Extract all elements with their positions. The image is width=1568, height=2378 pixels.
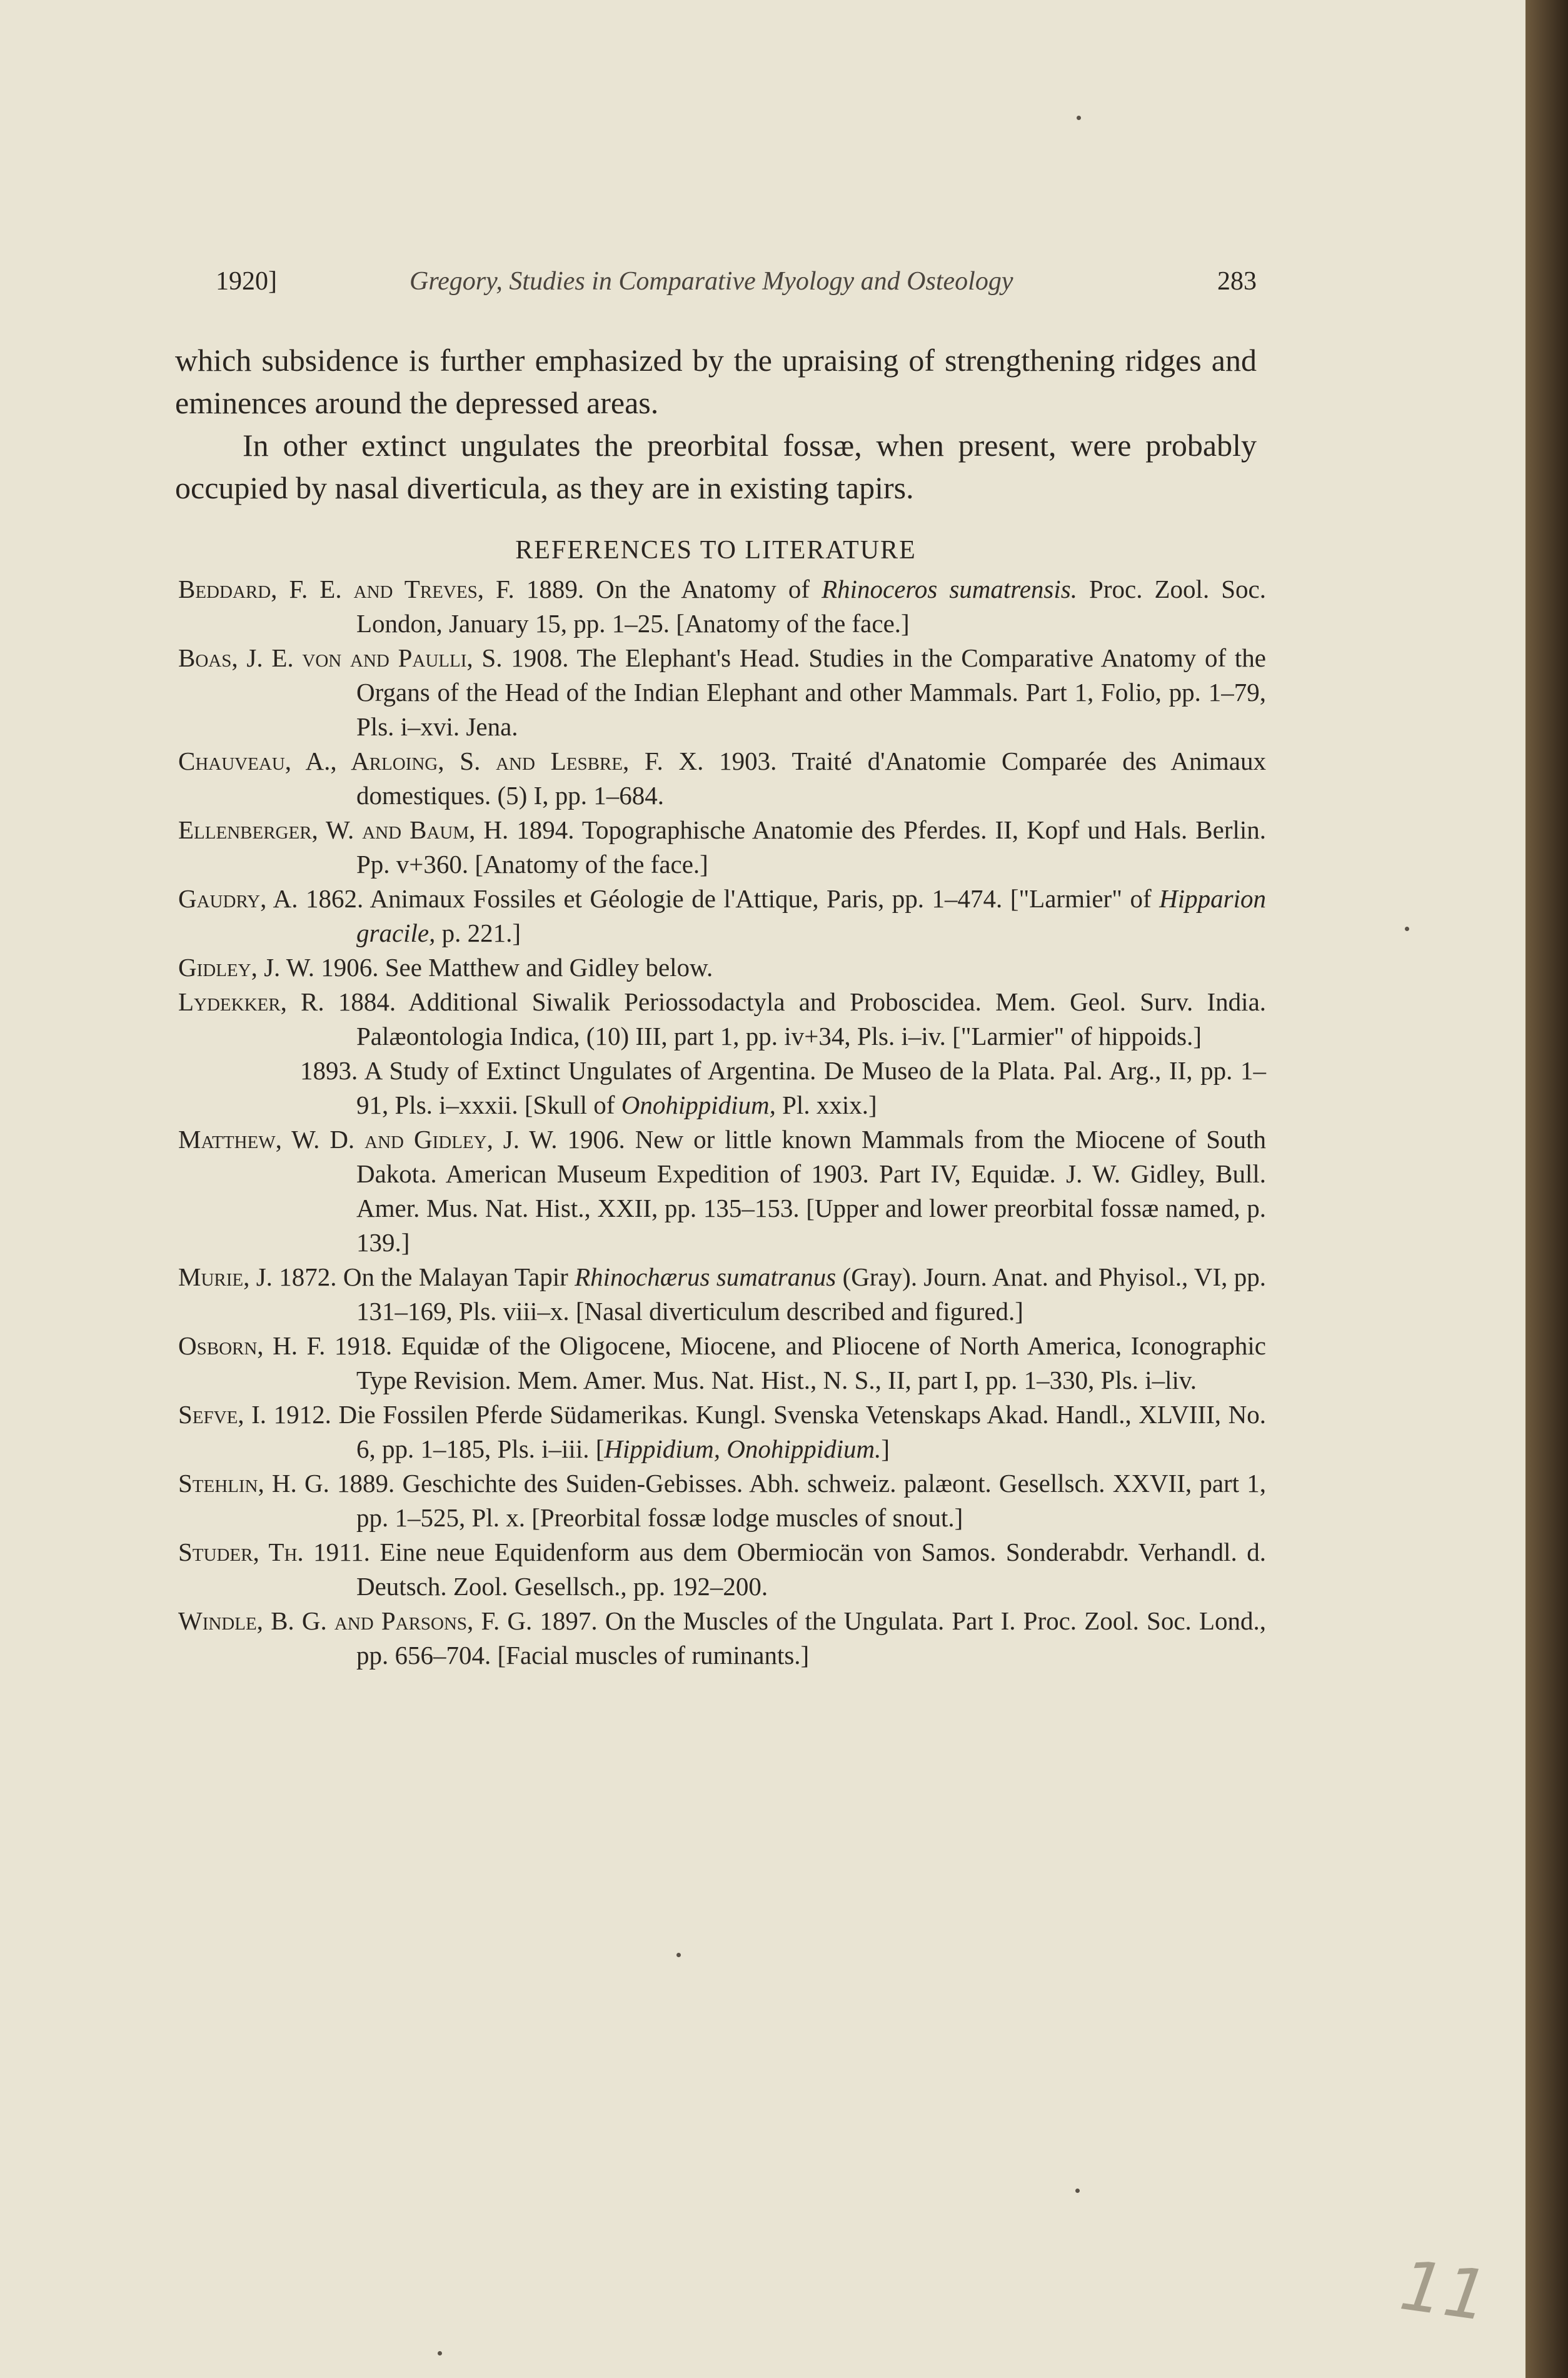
- reference-text: Proc. Zool. Soc. London, January 15, pp. 1–25. [Anatomy of the face.]: [356, 575, 1266, 638]
- reference-text: 1903. Traité d'Anatomie Comparée des Animaux domestiques. (5) I, pp. 1–684.: [356, 747, 1266, 810]
- reference-author: Matthew, W. D. and Gidley, J. W.: [178, 1125, 558, 1154]
- reference-entry: [178, 1054, 1266, 1122]
- reference-text: 1918. Equidæ of the Oligocene, Miocene, and Pliocene of North America, Iconographic Type Revision. Mem. Amer. Mus. Nat. Hist., N. S., II, part I, pp. 1–330, Pls. i–liv.: [334, 1331, 1267, 1394]
- reference-entry: [178, 1535, 1266, 1604]
- reference-text: 1906. New or little known Mammals from the Miocene of South Dakota. American Museum Expedition of 1903. Part IV, Equidæ. J. W. Gidley, Bull. Amer. Mus. Nat. Hist., XXII, pp. 135–153. [Upper and lower preorbital fossæ named, p. 139.]: [356, 1125, 1266, 1257]
- running-title: Gregory, Studies in Comparative Myology and Osteology: [410, 267, 1013, 296]
- print-speck: [1075, 2189, 1080, 2193]
- reference-entry: [178, 950, 1266, 985]
- reference-author: Studer, Th.: [178, 1538, 304, 1566]
- reference-author: Stehlin, H. G.: [178, 1469, 329, 1498]
- reference-text: (Gray). Journ. Anat. and Phyisol., VI, pp. 131–169, Pls. viii–x. [Nasal diverticulum described and figured.]: [356, 1262, 1266, 1326]
- reference-entry: [178, 882, 1266, 950]
- page-number: 283: [1217, 267, 1257, 296]
- volume-year: 1920]: [216, 267, 277, 296]
- reference-italic-text: Hippidium, Onohippidium.: [604, 1434, 882, 1463]
- paragraph: which subsidence is further emphasized by the upraising of strengthening ridges and eminences around the depressed areas.: [175, 343, 1257, 420]
- reference-list: [178, 572, 1266, 1673]
- reference-text: Pl. xxix.]: [775, 1091, 877, 1119]
- reference-author: Boas, J. E. von and Paulli, S.: [178, 643, 503, 672]
- references-heading: REFERENCES TO LITERATURE: [515, 536, 917, 565]
- reference-text: 1889. Geschichte des Suiden-Gebisses. Abh. schweiz. palæont. Gesellsch. XXVII, part 1, pp. 1–525, Pl. x. [Preorbital fossæ lodge muscles of snout.]: [337, 1469, 1266, 1532]
- reference-entry: [178, 1466, 1266, 1535]
- reference-entry: [178, 1260, 1266, 1329]
- reference-text: 1908. The Elephant's Head. Studies in the Comparative Anatomy of the Organs of the Head of the Indian Elephant and other Mammals. Part 1, Folio, pp. 1–79, Pls. i–xvi. Jena.: [356, 643, 1266, 741]
- print-speck: [1405, 927, 1409, 931]
- pencil-annotation: 11: [1395, 2245, 1494, 2337]
- reference-entry: [178, 744, 1266, 813]
- reference-text: 1894. Topographische Anatomie des Pferdes. II, Kopf und Hals. Berlin. Pp. v+360. [Anatomy of the face.]: [356, 815, 1267, 879]
- reference-italic-text: Rhinochærus sumatranus: [575, 1262, 837, 1291]
- reference-text: 1884. Additional Siwalik Periossodactyla and Proboscidea. Mem. Geol. Surv. India. Palæontologia Indica, (10) III, part 1, pp. iv+34, Pls. i–iv. ["Larmier" of hippoids.]: [338, 987, 1267, 1050]
- print-speck: [676, 1953, 681, 1957]
- reference-author: Gidley, J. W.: [178, 953, 314, 982]
- reference-text: 1911. Eine neue Equidenform aus dem Obermiocän von Samos. Sonderabdr. Verhandl. d. Deutsch. Zool. Gesellsch., pp. 192–200.: [313, 1538, 1266, 1601]
- reference-entry: [178, 1122, 1266, 1260]
- reference-entry: [178, 1604, 1266, 1673]
- reference-entry: [178, 813, 1266, 882]
- reference-text: ]: [881, 1434, 890, 1463]
- reference-author: Osborn, H. F.: [178, 1331, 326, 1360]
- reference-author: Sefve, I.: [178, 1400, 267, 1429]
- reference-author: Chauveau, A., Arloing, S. and Lesbre, F. X.: [178, 747, 704, 775]
- page-edge-shadow: [1525, 0, 1568, 2378]
- reference-text: 1897. On the Muscles of the Ungulata. Part I. Proc. Zool. Soc. Lond., pp. 656–704. [Facial muscles of ruminants.]: [356, 1606, 1266, 1670]
- reference-italic-text: Hipparion gracile,: [356, 884, 1266, 947]
- reference-italic-text: Rhinoceros sumatrensis.: [822, 575, 1077, 603]
- reference-text: 1912. Die Fossilen Pferde Südamerikas. Kungl. Svenska Vetenskaps Akad. Handl., XLVIII, No. 6, pp. 1–185, Pls. i–iii. [: [273, 1400, 1266, 1463]
- reference-author: Murie, J.: [178, 1262, 273, 1291]
- body-text: [175, 339, 1257, 509]
- reference-author: Ellenberger, W. and Baum, H.: [178, 815, 509, 844]
- reference-italic-text: Onohippidium,: [621, 1091, 776, 1119]
- running-head: [216, 263, 1257, 300]
- reference-entry: [178, 1398, 1266, 1466]
- reference-text: 1893. A Study of Extinct Ungulates of Argentina. De Museo de la Plata. Pal. Arg., II, pp. 1–91, Pls. i–xxxii. [Skull of: [300, 1056, 1266, 1119]
- reference-author: Beddard, F. E. and Treves, F.: [178, 575, 515, 603]
- reference-text: 1906. See Matthew and Gidley below.: [321, 953, 713, 982]
- reference-text: 1862. Animaux Fossiles et Géologie de l'Attique, Paris, pp. 1–474. ["Larmier" of: [306, 884, 1160, 913]
- print-speck: [438, 2351, 442, 2355]
- reference-entry: [178, 641, 1266, 744]
- paragraph: In other extinct ungulates the preorbital fossæ, when present, were probably occupied by nasal diverticula, as they are in existing tapirs.: [175, 428, 1257, 505]
- reference-entry: [178, 572, 1266, 641]
- reference-text: 1889. On the Anatomy of: [526, 575, 822, 603]
- reference-author: Windle, B. G. and Parsons, F. G.: [178, 1606, 533, 1635]
- reference-text: p. 221.]: [435, 919, 521, 947]
- reference-entry: [178, 985, 1266, 1054]
- reference-text: 1872. On the Malayan Tapir: [279, 1262, 575, 1291]
- reference-author: Gaudry, A.: [178, 884, 298, 913]
- reference-author: Lydekker, R.: [178, 987, 324, 1016]
- reference-entry: [178, 1329, 1266, 1398]
- print-speck: [1077, 116, 1081, 120]
